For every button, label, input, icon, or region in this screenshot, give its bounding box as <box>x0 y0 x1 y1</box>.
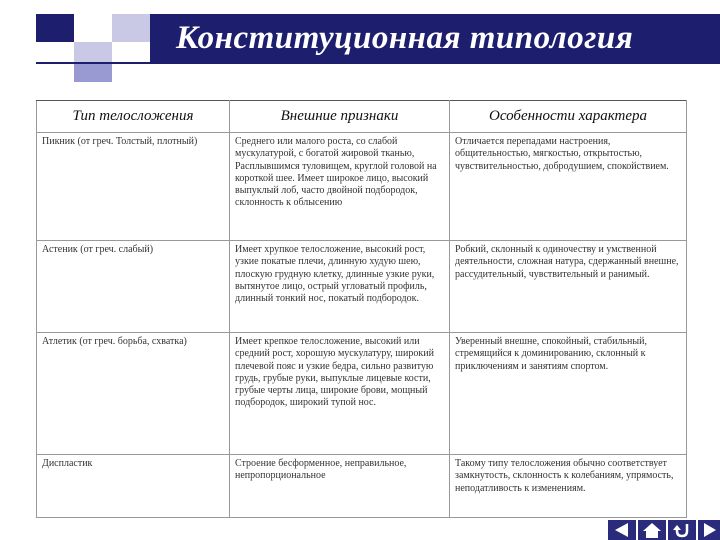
cell-character: Робкий, склонный к одиночеству и умственной деятельности, сложная натура, сдержанный внешне, рассудительный, чувствительный и ранимый. <box>450 241 687 333</box>
typology-table <box>36 100 687 518</box>
table-row <box>37 333 687 455</box>
cell-appearance: Имеет крепкое телосложение, высокий или средний рост, хорошую мускулатуру, широкий плечевой пояс и узкие бедра, сильно развитую грудь, грубые руки, выпуклые лицевые кости, грубые черты лица, широкие брови, мощный подбородок, широкий тупой нос. <box>230 333 450 455</box>
header-body-type: Тип телосложения <box>37 101 230 133</box>
cell-body-type: Атлетик (от греч. борьба, схватка) <box>37 333 230 455</box>
cell-character: Отличается перепадами настроения, общительностью, мягкостью, открытостью, чувствительностью, добродушием, спокойствием. <box>450 133 687 241</box>
table-header-row <box>37 101 687 133</box>
cell-appearance: Строение бесформенное, неправильное, непропорциональное <box>230 455 450 518</box>
cell-appearance: Среднего или малого роста, со слабой мускулатурой, с богатой жировой тканью, Расплывшимся туловищем, круглой головой на короткой шее. Имеет широкое лицо, высокий выпуклый лоб, часто двойной подбородок, склонность к облысению <box>230 133 450 241</box>
return-icon <box>668 520 696 540</box>
cell-body-type: Астеник (от греч. слабый) <box>37 241 230 333</box>
table-row <box>37 455 687 518</box>
forward-button[interactable] <box>698 520 720 540</box>
header-character: Особенности характера <box>450 101 687 133</box>
decor-square <box>74 64 112 82</box>
return-button[interactable] <box>668 520 696 540</box>
arrow-left-icon <box>608 520 636 540</box>
cell-body-type: Диспластик <box>37 455 230 518</box>
cell-character: Такому типу телосложения обычно соответствует замкнутость, склонность к колебаниям, упрямость, неподатливость к изменениям. <box>450 455 687 518</box>
cell-appearance: Имеет хрупкое телосложение, высокий рост, узкие покатые плечи, длинную худую шею, плоскую грудную клетку, длинные узкие руки, вытянутое лицо, острый угловатый профиль, длинный тонкий нос, покатый подбородок. <box>230 241 450 333</box>
slide-title: Конституционная типология <box>176 20 634 56</box>
home-button[interactable] <box>638 520 666 540</box>
cell-character: Уверенный внешне, спокойный, стабильный, стремящийся к доминированию, склонный к приключениям и занятиям спортом. <box>450 333 687 455</box>
header-appearance: Внешние признаки <box>230 101 450 133</box>
title-rule <box>36 62 720 64</box>
home-icon <box>638 520 666 540</box>
table-row <box>37 241 687 333</box>
cell-body-type: Пикник (от греч. Толстый, плотный) <box>37 133 230 241</box>
decor-square <box>36 14 74 42</box>
decor-square <box>112 42 150 70</box>
decor-square <box>112 14 150 42</box>
back-button[interactable] <box>608 520 636 540</box>
table-row <box>37 133 687 241</box>
decor-square <box>74 14 112 42</box>
decor-square <box>36 42 74 70</box>
arrow-right-icon <box>698 520 720 540</box>
